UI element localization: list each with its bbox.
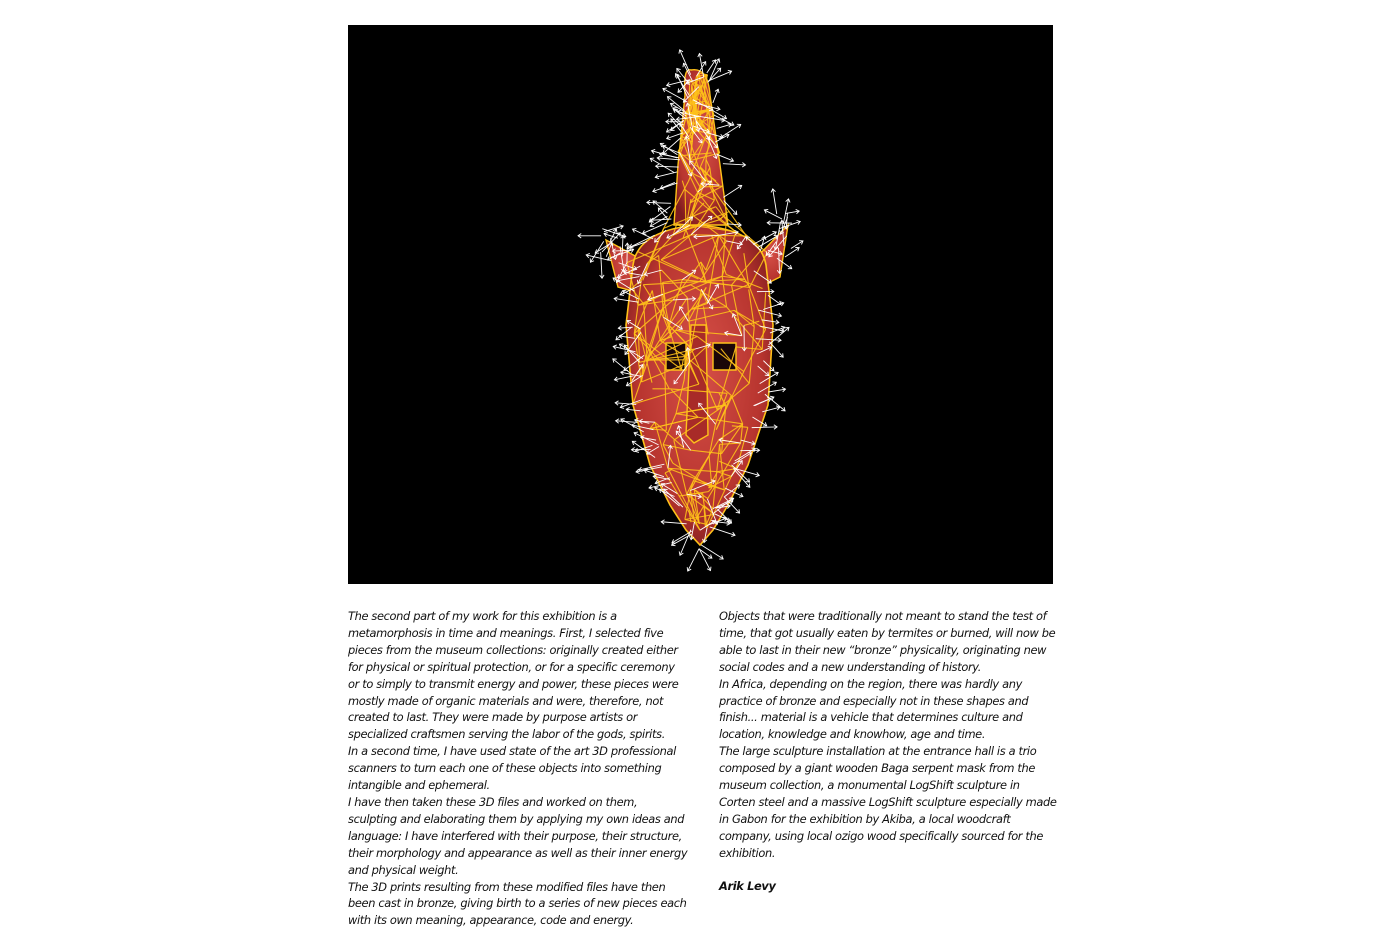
normal-arrow (785, 209, 799, 213)
normal-arrow (657, 156, 680, 160)
normal-arrow (672, 531, 692, 543)
text-column-right (719, 608, 1059, 895)
text-column-left (348, 608, 688, 929)
wireframe-mask-icon (348, 25, 1053, 584)
normal-arrow (768, 387, 785, 392)
normal-arrow (764, 209, 782, 219)
normal-arrow (723, 185, 741, 197)
normal-arrow (672, 534, 692, 545)
paragraph: Objects that were traditionally not meant to stand the test of time, that got usually eaten by termites or burned, will now be able to last in their new “bronze” physicality, originating new social codes and a new understanding of history. (719, 609, 1056, 674)
normal-arrow (600, 252, 604, 278)
normal-arrow (578, 234, 601, 238)
normal-arrow (663, 88, 686, 101)
paragraph: The large sculpture installation at the entrance hall is a trio composed by a giant wooden Baga serpent mask from the museum collection, a monumental LogShift sculpture in Corten steel and a massive LogShift sculpture especially made in Gabon for the exhibition by Akiba, a local woodcraft company, using local ozigo wood specifically sourced for the exhibition. (719, 744, 1057, 860)
normal-arrow (771, 189, 777, 214)
normal-arrow (586, 253, 609, 260)
normal-arrow (717, 123, 732, 128)
normal-arrow (707, 60, 716, 73)
normal-arrow (656, 164, 679, 168)
paragraph: In Africa, depending on the region, there was hardly any practice of bronze and especially not in these shapes and finish... material is a vehicle that determines culture and location, knowledge and knowhow, age and time. (719, 676, 1029, 742)
normal-arrow (650, 158, 674, 172)
normal-arrow (785, 248, 799, 258)
normal-arrow (679, 530, 691, 556)
normal-arrow (647, 200, 671, 204)
paragraph: The second part of my work for this exhibition is a metamorphosis in time and meanings. First, I selected five pieces from the museum collections: originally created either for physical or spiritual protection, or for a specific ceremony or to simply to transmit energy and power, these pieces were mostly made of organic materials and were, therefore, not created to last. They were made by purpose artists or specialized craftsmen serving the labor of the gods, spirits. (348, 609, 679, 742)
normal-arrow (701, 545, 723, 559)
normal-arrow (713, 89, 719, 103)
paragraph: I have then taken these 3D files and worked on them, sculpting and elaborating them by applying my own ideas and language: I have interfered with their purpose, their structure, their morphology and appearance as well as their inner energy and physical weight. (348, 794, 688, 877)
normal-arrow (655, 172, 677, 179)
normal-arrow (699, 548, 711, 570)
normal-arrow (687, 549, 699, 571)
paragraph: In a second time, I have used state of the art 3D professional scanners to turn each one of these objects into something intangible and ephemeral. (348, 744, 676, 793)
author-signature: Arik Levy (719, 879, 776, 894)
normal-arrow (723, 162, 746, 166)
normal-arrow (679, 50, 691, 75)
mask-wireframe-figure (348, 25, 1053, 584)
normal-arrow (653, 183, 678, 193)
paragraph: The 3D prints resulting from these modified files have then been cast in bronze, giving birth to a series of new pieces each with its own meaning, appearance, code and energy. (348, 879, 687, 928)
normal-arrow (710, 527, 735, 537)
